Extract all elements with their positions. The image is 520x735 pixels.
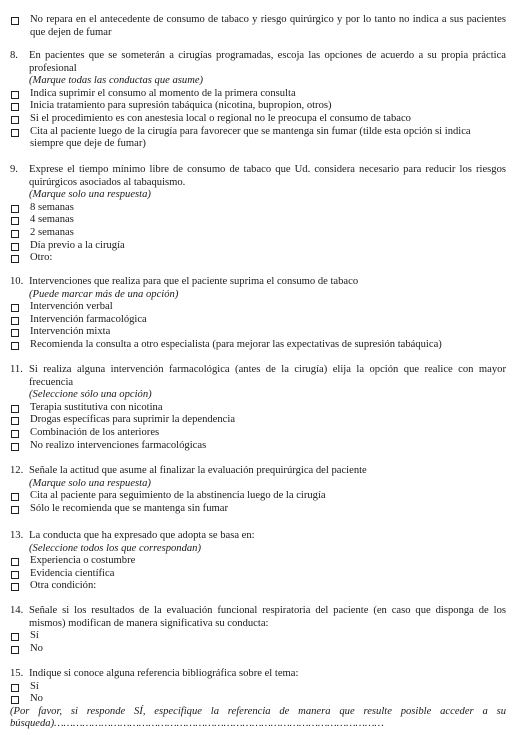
checkbox[interactable] [11,646,19,654]
checkbox[interactable] [11,417,19,425]
checkbox[interactable] [11,583,19,591]
checkbox[interactable] [11,116,19,124]
question-10 [10,276,506,352]
option-row[interactable] [10,402,506,415]
option-row[interactable] [10,252,506,265]
option-row[interactable] [10,214,506,227]
question-number: 9. [10,164,18,175]
question-14 [10,605,506,655]
question-12 [10,465,506,515]
question-text: Señale la actitud que asume al finalizar la evaluación prequirúrgica del paciente [29,465,367,476]
option-label: Cita al paciente para seguimiento de la abstinencia luego de la cirugía [30,490,326,502]
option-row[interactable] [10,693,506,706]
option-label: Combinación de los anteriores [30,426,160,438]
option-label: 2 semanas [30,226,74,238]
question-text: Si realiza alguna intervención farmacológica (antes de la cirugía) elija la opción que realice con mayor frecuencia [29,364,506,388]
checkbox[interactable] [11,506,19,514]
checkbox[interactable] [11,255,19,263]
checkbox[interactable] [11,684,19,692]
option-label: Otro: [30,252,53,264]
checkbox[interactable] [11,317,19,325]
checkbox[interactable] [11,493,19,501]
option-label: 8 semanas [30,201,74,213]
option-row[interactable] [10,227,506,240]
question-9 [10,164,506,265]
question-number: 10. [10,276,24,287]
reference-request-field[interactable]: (Por favor, si responde SÍ, especifique la referencia de manera que resulte posible acceder a su búsqueda)…………………………………………………………………………………………… [10,705,506,730]
option-label: Recomienda la consulta a otro especialista (para mejorar las expectativas de supresión tabáquica) [30,338,442,350]
question-instruction: (Marque solo una respuesta) [29,477,151,489]
question-8 [10,50,506,151]
checkbox[interactable] [11,217,19,225]
checkbox[interactable] [11,230,19,238]
option-label: Cita al paciente luego de la cirugía para favorecer que se mantenga sin fumar (tilde esta opción si indica siempre que deje de fumar) [30,125,471,150]
checkbox[interactable] [11,571,19,579]
question-text: Intervenciones que realiza para que el paciente suprima el consumo de tabaco [29,276,359,287]
checkbox[interactable] [11,558,19,566]
checkbox[interactable] [11,633,19,641]
question-instruction: (Marque solo una respuesta) [29,189,151,201]
checkbox[interactable] [11,696,19,704]
option-label: Experiencia o costumbre [30,555,136,567]
option-row[interactable] [10,427,506,440]
option-label: Si el procedimiento es con anestesia local o regional no le preocupa el consumo de tabaco [30,112,411,124]
question-number: 8. [10,50,18,61]
checkbox[interactable] [11,103,19,111]
option-row[interactable] [10,555,506,568]
option-label: 4 semanas [30,214,74,226]
option-label: Terapia sustitutiva con nicotina [30,401,163,413]
checkbox[interactable] [11,129,19,137]
checkbox[interactable] [11,304,19,312]
question-instruction: (Puede marcar más de una opción) [29,288,179,300]
option-row[interactable] [10,126,506,151]
option-row[interactable] [10,568,506,581]
question-15 [10,668,506,731]
option-row[interactable] [10,240,506,253]
checkbox[interactable] [11,430,19,438]
option-row[interactable] [10,326,506,339]
option-label: Sólo le recomienda que se mantenga sin fumar [30,502,228,514]
option-label: No [30,642,43,654]
question-text: Señale si los resultados de la evaluación funcional respiratoria del paciente (en caso que disponga de los mismos) modifican de manera significativa su conducta: [29,605,506,629]
question-number: 11. [10,364,23,375]
option-row[interactable] [10,580,506,593]
option-label: Intervención mixta [30,326,111,338]
checkbox[interactable] [11,91,19,99]
option-label: Sí [30,680,39,692]
question-13 [10,530,506,593]
option-row[interactable] [10,314,506,327]
option-row[interactable] [10,100,506,113]
question-text: Indique si conoce alguna referencia bibliográfica sobre el tema: [29,668,299,679]
checkbox[interactable] [11,342,19,350]
option-label: Drogas específicas para suprimir la dependencia [30,414,236,426]
option-row[interactable] [10,440,506,453]
option-label: Intervención farmacológica [30,313,147,325]
option-row[interactable] [10,113,506,126]
option-row[interactable] [10,202,506,215]
question-text: Exprese el tiempo mínimo libre de consumo de tabaco que Ud. considera necesario para reducir los riesgos quirúrgicos asociados al tabaquismo. [29,164,506,188]
question-number: 12. [10,465,24,476]
option-label: Otra condición: [30,580,97,592]
option-row[interactable] [10,490,506,503]
option-label: Intervención verbal [30,301,113,313]
option-row[interactable] [10,301,506,314]
option-row[interactable] [10,88,506,101]
option-label: Indica suprimir el consumo al momento de la primera consulta [30,87,296,99]
checkbox[interactable] [11,17,19,25]
question-number: 15. [10,668,24,679]
option-row[interactable] [10,681,506,694]
question-text: En pacientes que se someterán a cirugías programadas, escoja las opciones de acuerdo a su propia práctica profesional [29,50,506,74]
question-number: 13. [10,530,24,541]
question-11 [10,364,506,452]
checkbox[interactable] [11,243,19,251]
question-instruction: (Seleccione todos los que correspondan) [29,542,202,554]
option-row[interactable] [10,630,506,643]
option-label: No repara en el antecedente de consumo de tabaco y riesgo quirúrgico y por lo tanto no indica a sus pacientes que dejen de fumar [30,14,506,38]
question-instruction: (Seleccione sólo una opción) [29,389,152,401]
option-label: No [30,693,43,705]
option-row[interactable] [10,503,506,516]
checkbox[interactable] [11,205,19,213]
question-number: 14. [10,605,24,616]
option-label: Inicia tratamiento para supresión tabáquica (nicotina, bupropion, otros) [30,100,332,112]
checkbox[interactable] [11,329,19,337]
checkbox[interactable] [11,405,19,413]
option-row[interactable] [10,643,506,656]
option-row[interactable] [10,414,506,427]
option-row[interactable] [10,339,506,352]
question-instruction: (Marque todas las conductas que asume) [29,75,204,87]
intro-option[interactable] [10,14,506,39]
option-label: Día previo a la cirugía [30,239,125,251]
option-label: Sí [30,630,39,642]
option-label: No realizo intervenciones farmacológicas [30,439,207,451]
question-text: La conducta que ha expresado que adopta se basa en: [29,530,255,541]
checkbox[interactable] [11,443,19,451]
option-label: Evidencia científica [30,567,115,579]
